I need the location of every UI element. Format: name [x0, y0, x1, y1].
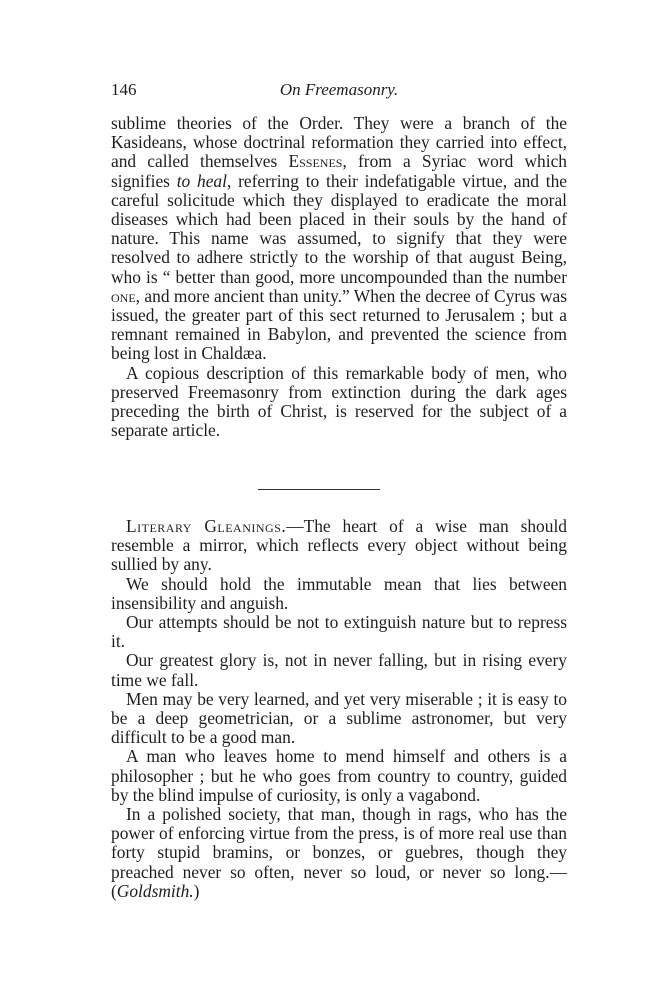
gleaning-paragraph: [111, 517, 567, 575]
text-run: , from a Syriac word which signifies: [111, 151, 567, 191]
essenes-section: [111, 114, 567, 440]
gleaning-paragraph: [111, 805, 567, 901]
gleaning-paragraph: A man who leaves home to mend himself and others is a philosopher ; but he who goes from country to country, guided by the blind impulse of curiosity, is only a vagabond.: [111, 746, 567, 805]
text-run: ): [193, 880, 200, 901]
one-term: one: [111, 285, 136, 306]
gleaning-paragraph: Our greatest glory is, not in never falling, but in rising every time we fall.: [111, 650, 567, 690]
page-number: 146: [111, 80, 137, 99]
text-run: —The heart of a wise man should resemble a mirror, which reflects every object without being sullied by any.: [111, 516, 567, 575]
description-paragraph: A copious description of this remarkable body of men, who preserved Freemasonry from extinction during the dark ages preceding the birth of Christ, is reserved for the subject of a separate article.: [111, 362, 567, 441]
running-title: On Freemasonry.: [279, 80, 399, 99]
section-divider: [258, 489, 380, 490]
page-header: [111, 80, 567, 102]
section-heading: Literary Gleanings.: [126, 516, 287, 536]
gleaning-paragraph: We should hold the immutable mean that lies between insensibility and anguish.: [111, 573, 567, 613]
gleaning-paragraph: Men may be very learned, and yet very miserable ; it is easy to be a deep geometrician, or a sublime astronomer, but very difficult to be a good man.: [111, 688, 567, 748]
literary-gleanings-section: [111, 517, 567, 901]
gleaning-paragraph: Our attempts should be not to extinguish nature but to repress it.: [111, 612, 567, 652]
text-run: In a polished society, that man, though in rags, who has the power of enforcing virtue from the press, is of more real use than forty stupid bramins, or bonzes, or guebres, though they preached never so often, never so loud, or never so long.—(: [111, 804, 567, 901]
essenes-term: Essenes: [288, 151, 343, 172]
text-run: , and more ancient than unity.” When the decree of Cyrus was issued, the greater part of this sect returned to Jerusalem ; but a remnant remained in Babylon, and prevented the science from being lost in Chaldæa.: [111, 285, 567, 364]
essenes-paragraph: [111, 114, 567, 364]
text-run: , referring to their indefatigable virtue, and the careful solicitude which they displayed to eradicate the moral diseases which had been placed in their souls by the hand of nature. This name was assumed, to signify that they were resolved to adhere strictly to the worship of that august Being, who is “ better than good, more uncompounded than the number: [111, 170, 568, 287]
source-attribution: Goldsmith.: [116, 880, 194, 901]
to-heal-term: to heal: [176, 170, 227, 191]
text-run: sublime theories of the Order. They were a branch of the Kasideans, whose doctrinal reformation they carried into effect, and called themselves: [111, 113, 567, 172]
